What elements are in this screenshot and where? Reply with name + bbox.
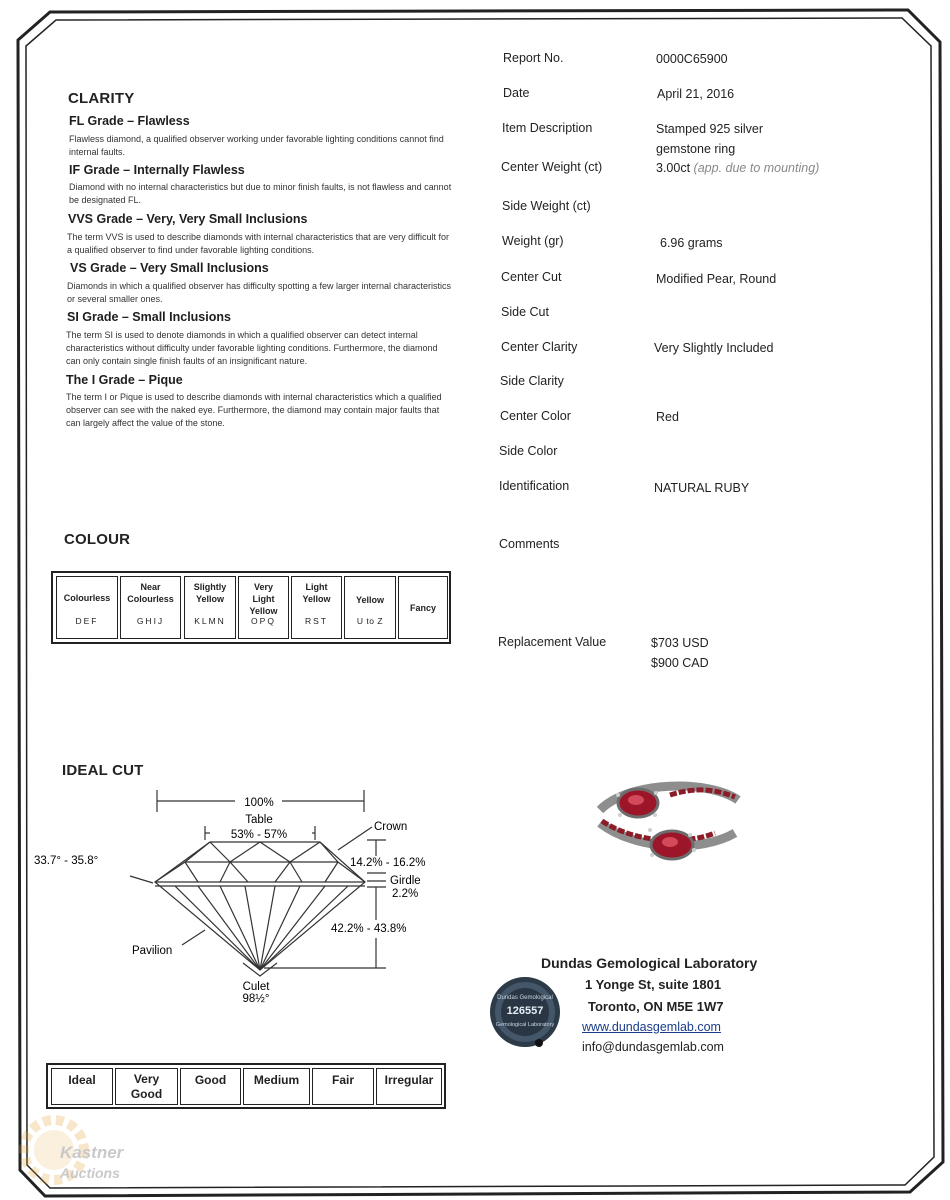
colour-scale [51, 571, 451, 644]
colour-box-very-light-yellow [238, 576, 289, 639]
seal-top-text: Dundas Gemological [497, 995, 553, 1001]
side-cut-label: Side Cut [501, 305, 549, 319]
replacement-value-label: Replacement Value [498, 635, 607, 649]
pavilion-label: Pavilion [132, 945, 173, 957]
lab-website-link[interactable]: www.dundasgemlab.com [582, 1020, 721, 1034]
date-value: April 21, 2016 [657, 87, 735, 101]
grade-i-desc: The term I or Pique is used to describe diamonds with internal characteristics which a qualified observer can see with the naked eye. Furthermore, the diamond may contain major faults that can largely affect the value of the stone. [66, 392, 442, 428]
culet-value: 98½° [242, 993, 270, 1005]
ring-photo [590, 775, 745, 870]
colour-box-code: KLMN [194, 616, 226, 626]
watermark-line2: Auctions [60, 1165, 120, 1181]
table-title: Table [245, 814, 273, 826]
item-description-label: Item Description [502, 121, 593, 135]
grade-fl-title: FL Grade – Flawless [69, 114, 190, 128]
culet-label: Culet [242, 981, 270, 993]
colour-box-light-yellow [291, 576, 342, 639]
grade-if-desc: Diamond with no internal characteristics but due to minor finish faults, is not flawless and cannot be designated FL. [69, 182, 452, 205]
comments-label: Comments [499, 537, 560, 551]
colour-heading: COLOUR [64, 531, 131, 548]
report-no-value: 0000C65900 [656, 52, 728, 66]
grade-si-desc: The term SI is used to denote diamonds in which a qualified observer can detect internal characteristics without difficulty under favorable lighting conditions. Furthermore, the diamond can only contain single finish faults of an insignificant nature. [66, 330, 438, 366]
cut-grade-very-good: Very Good [115, 1068, 178, 1105]
cut-grade-good: Good [180, 1068, 241, 1105]
center-weight-value [656, 161, 819, 175]
table-range: 53% - 57% [230, 829, 288, 841]
grade-vvs-desc: The term VVS is used to describe diamonds with internal characteristics that are very difficult for a qualified observer to find under favorable lighting conditions. [67, 232, 449, 255]
side-weight-label: Side Weight (ct) [502, 199, 591, 213]
colour-box-name: Very Light Yellow [249, 582, 278, 616]
ideal-cut-heading: IDEAL CUT [62, 762, 144, 779]
clarity-heading: CLARITY [68, 90, 135, 107]
identification-label: Identification [499, 479, 570, 493]
width-label: 100% [244, 797, 274, 809]
seal-number: 126557 [506, 1005, 544, 1017]
cut-grade-ideal: Ideal [51, 1068, 113, 1105]
identification-value: NATURAL RUBY [654, 481, 750, 495]
crown-angle: 33.7° - 35.8° [34, 855, 99, 867]
center-cut-label: Center Cut [501, 270, 562, 284]
replacement-cad: $900 CAD [651, 656, 709, 670]
colour-box-name: Slightly Yellow [193, 582, 227, 604]
grade-fl-desc: Flawless diamond, a qualified observer working under favorable lighting conditions cannot find internal faults. [69, 134, 444, 157]
side-color-label: Side Color [499, 444, 558, 458]
colour-box-code: U to Z [356, 616, 384, 626]
crown-label: Crown [374, 821, 408, 833]
colour-box-name: Light Yellow [302, 582, 331, 604]
item-description-value: Stamped 925 silver [656, 122, 764, 136]
colour-box-code: RST [305, 616, 328, 626]
cut-grade-medium: Medium [243, 1068, 310, 1105]
center-clarity-label: Center Clarity [501, 340, 578, 354]
seal-bottom-text: Gemological Laboratory [495, 1022, 555, 1028]
girdle-label: Girdle [390, 875, 421, 887]
grade-vvs-title: VVS Grade – Very, Very Small Inclusions [68, 212, 308, 226]
colour-box-name: Yellow [355, 595, 384, 605]
lab-name: Dundas Gemological Laboratory [541, 955, 758, 971]
item-description-value-line2: gemstone ring [656, 142, 736, 156]
grade-if-title: IF Grade – Internally Flawless [69, 163, 245, 177]
lab-email: info@dundasgemlab.com [582, 1040, 724, 1054]
grade-vs-title: VS Grade – Very Small Inclusions [70, 261, 269, 275]
lab-address-line1: 1 Yonge St, suite 1801 [585, 977, 722, 992]
cut-grade-fair: Fair [312, 1068, 374, 1105]
ideal-cut-diagram [30, 780, 450, 1010]
colour-box-yellow [344, 576, 396, 639]
cut-grade-irregular: Irregular [376, 1068, 442, 1105]
replacement-usd: $703 USD [651, 636, 709, 650]
center-color-value: Red [656, 410, 679, 424]
colour-box-name: Near Colourless [127, 582, 174, 604]
colour-box-fancy [398, 576, 448, 639]
date-label: Date [503, 86, 530, 100]
grade-si-title: SI Grade – Small Inclusions [67, 310, 231, 324]
colour-box-slightly-yellow [184, 576, 236, 639]
weight-value: 6.96 grams [660, 236, 723, 250]
colour-box-code: GHIJ [136, 616, 165, 626]
center-clarity-value: Very Slightly Included [654, 341, 774, 355]
colour-box-colourless [56, 576, 118, 639]
watermark-line1: Kastner [60, 1143, 124, 1162]
side-clarity-label: Side Clarity [500, 374, 564, 388]
grade-vs-desc: Diamonds in which a qualified observer has difficulty spotting a few larger internal characteristics or several smaller ones. [67, 281, 452, 304]
center-color-label: Center Color [500, 409, 571, 423]
report-no-label: Report No. [503, 51, 564, 65]
colour-box-code: OPQ [251, 616, 276, 626]
weight-label: Weight (gr) [502, 234, 564, 248]
center-weight-number: 3.00ct [656, 161, 691, 175]
colour-box-name: Fancy [409, 603, 436, 613]
cut-grade-scale [46, 1063, 446, 1109]
kastner-auctions-watermark [12, 1110, 137, 1190]
colour-box-near-colourless [120, 576, 181, 639]
center-weight-label: Center Weight (ct) [501, 160, 603, 174]
pavilion-depth: 42.2% - 43.8% [331, 923, 407, 935]
colour-box-name: Colourless [63, 593, 111, 603]
girdle-value: 2.2% [392, 888, 419, 900]
grade-i-title: The I Grade – Pique [66, 373, 183, 387]
center-cut-value: Modified Pear, Round [656, 272, 777, 286]
center-weight-note: (app. due to mounting) [693, 161, 820, 175]
colour-box-code: DEF [75, 616, 99, 626]
crown-height: 14.2% - 16.2% [350, 857, 426, 869]
hologram-seal [488, 973, 564, 1053]
lab-address-line2: Toronto, ON M5E 1W7 [588, 999, 724, 1014]
